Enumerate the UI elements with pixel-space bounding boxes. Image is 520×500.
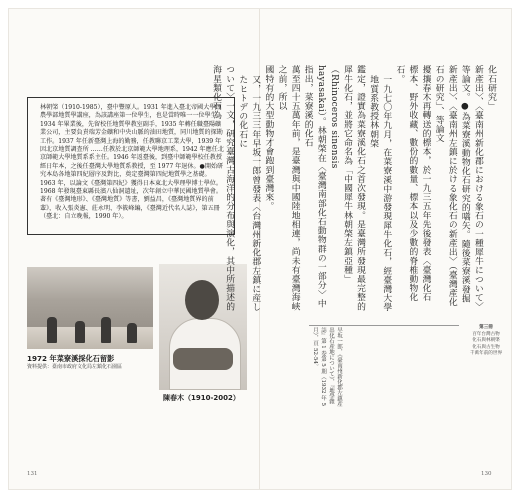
footnote-separator (309, 325, 459, 326)
series-sidebar-heading: 第三冊 (479, 325, 493, 330)
series-sidebar-line: 化石與林朝棨 (472, 338, 500, 344)
body-text (209, 65, 497, 315)
text-column: 標本、野外收藏、數份的數量、標本以及少數的脊椎動物化石。 (394, 65, 418, 302)
text-column: 犀牛化石，並將它命名為「中國犀牛林朝棨左鎮亞種」（Rhinoceros sinensis (328, 65, 352, 284)
excavation-photo (27, 267, 153, 349)
left-page-number: 131 (27, 471, 38, 477)
series-sidebar-line: 百年台灣古物 (472, 331, 500, 337)
biography-text: 林朝棨（1910-1985），臺中豐原人。1931 年進入臺北帝國大學理農學部地質學講座，為該講座第一位學生，也是當時唯一一位學生。1934 年畢業後，先留校任地質學教室副手，1935 年轉任職臺陽礦業公司，主要負責瑞芳金礦和中央山脈的油田地質，同川地質的探勘工作。1937 年任新臺灣上海的勤務，任教聯京工業大學，1939 年因北京地質調查所 ……任教於北京師範大學地理系，1942 年應任北京師範大學地質系系主任。1946 年返臺後，到臺中師範學校任教授經日年本，之後任臺灣大學地質系教授，至 1977 年退休。●開始研究本島各地第四紀層序及對比，奠定臺灣第四紀地質學之基礎。1963 年，以論文《臺灣第四紀》獲得日本東北大學理學博士學位。1968 年發現臺東縣長濱八仙洞遺址，次年創立中華民國地質學會。著有《臺灣地形》、《臺灣地質》等書，劉益昌，《臺灣地質界的前輩》，收入張炎憲、莊永明、李筱峰編，《臺灣近代名人誌》，第五冊（臺北：自立晚報，1990 年）。 (40, 104, 224, 221)
excavation-photo-caption (27, 354, 155, 371)
series-sidebar (469, 325, 503, 358)
series-sidebar-line: 千萬年前的世界 (469, 351, 503, 357)
text-column: hayasakai）。林朝棨在〈臺灣南部化石動物群の一部分〉中指出，菜寮溪的化石 (302, 65, 326, 308)
portrait-photo-caption: 陳春木（1910-2002） (163, 394, 240, 402)
series-sidebar-line: 化石與古生物 (472, 344, 500, 350)
book-spread (9, 9, 511, 489)
text-column: 又，一九三三年早坂一郎曾發表〈台灣州新化郡左鎮に産したヒトデの化石に (237, 75, 261, 312)
biography-box (27, 97, 235, 235)
text-column: 一九七〇年九月，在菜寮溪中游發現犀牛化石，經臺灣大學地質系教授林朝棨 (368, 75, 392, 312)
text-column: 鑑定，證實為菜寮溪化石之首次發現。是臺灣所發現最完整的 (355, 65, 366, 311)
text-column: 化石研究」 (486, 65, 496, 111)
text-column: 國特有的大型動物才會跑到臺灣來。 (263, 65, 274, 211)
right-page-number: 130 (481, 471, 492, 477)
text-column: ついて〉一文，研究臺灣古海洋的分布與演化，其中所描述的海星類化石為 (211, 65, 235, 311)
text-column: 新產出〉、〈臺南州新化郡における象石の一種犀牛について〉等論文。●為菜寮溪動物化石研究的嚆矢。隨後菜寮溪發掘 (459, 65, 483, 311)
text-column: 萬至四十五萬年前，是臺灣與中國陸地相連，尚未有臺灣海峽之前，所以 (276, 65, 300, 311)
text-column: 新產出〉、〈臺南州左鎮に於ける象化石の新產出〉（臺灣產化石の研究」、等論文 (433, 65, 457, 307)
footnote: 早坂一郎，《臺南州新化郡左鎮産出化石産地について》，『地學雜誌』第 1 卷第 5 期（1932 年 5 月），頁 52-54。 (312, 327, 342, 407)
excavation-photo-title: 1972 年菜寮溪採化石留影 (27, 354, 115, 363)
excavation-photo-credit: 資料提供：臺南市政府文化局左鎮化石園區 (27, 364, 123, 370)
text-column: 擾攘春木再轉送的標本，於一九三五年先後發表〈臺灣化石 (420, 65, 431, 302)
